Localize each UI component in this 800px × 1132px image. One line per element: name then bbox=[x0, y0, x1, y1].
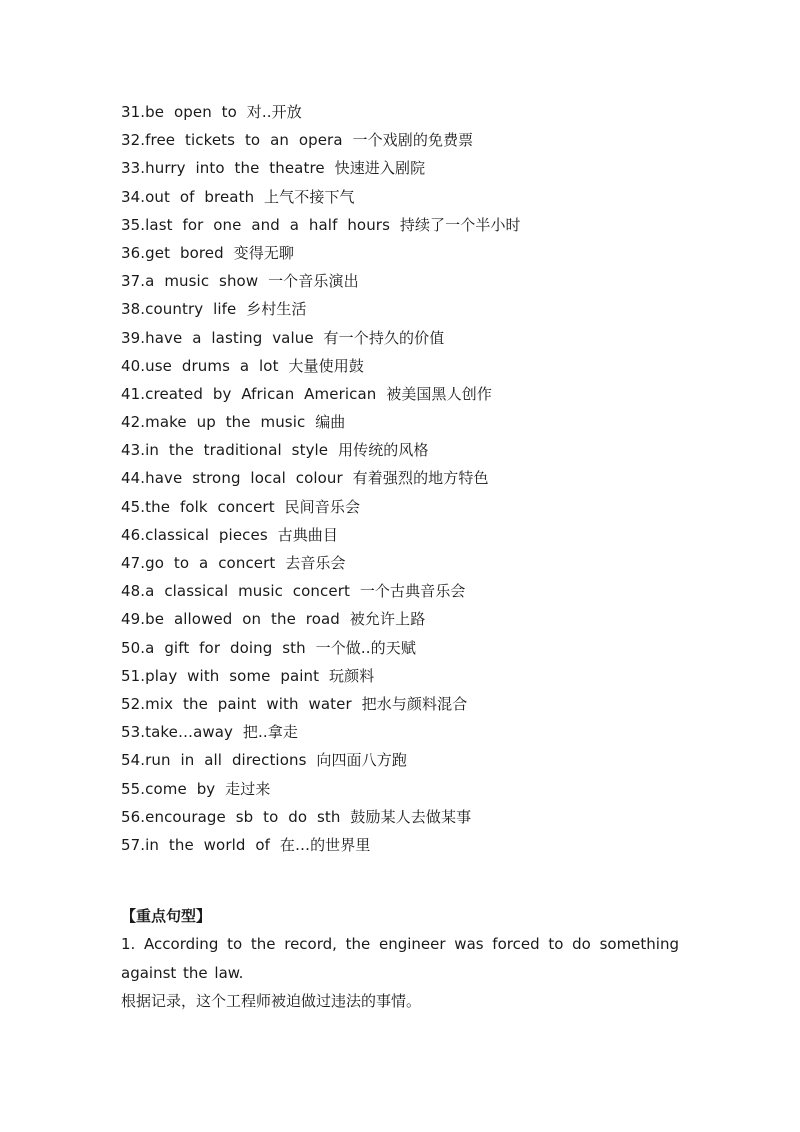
list-item: 33.hurry into the theatre 快速进入剧院 bbox=[121, 159, 426, 178]
section-heading: 【重点句型】 bbox=[121, 907, 212, 925]
list-item: 50.a gift for doing sth 一个做..的天赋 bbox=[121, 638, 416, 657]
list-item: 55.come by 走过来 bbox=[121, 779, 271, 798]
list-item: 39.have a lasting value 有一个持久的价值 bbox=[121, 328, 445, 347]
list-item: 46.classical pieces 古典曲目 bbox=[121, 525, 339, 544]
list-item: 37.a music show 一个音乐演出 bbox=[121, 272, 359, 291]
sentence-translation: 根据记录，这个工程师被迫做过违法的事情。 bbox=[121, 992, 422, 1010]
list-item: 44.have strong local colour 有着强烈的地方特色 bbox=[121, 469, 489, 488]
list-item: 51.play with some paint 玩颜料 bbox=[121, 666, 375, 685]
list-item: 49.be allowed on the road 被允许上路 bbox=[121, 610, 426, 629]
list-item: 38.country life 乡村生活 bbox=[121, 300, 307, 319]
list-item: 53.take…away 把..拿走 bbox=[121, 723, 298, 742]
list-item: 48.a classical music concert 一个古典音乐会 bbox=[121, 582, 466, 601]
list-item: 45.the folk concert 民间音乐会 bbox=[121, 497, 361, 516]
sentence-english: 1. According to the record, the engineer was forced to do something against the law. bbox=[121, 935, 679, 982]
list-item: 31.be open to 对..开放 bbox=[121, 103, 302, 121]
list-item: 36.get bored 变得无聊 bbox=[121, 243, 295, 262]
list-item: 41.created by African American 被美国黑人创作 bbox=[121, 384, 492, 403]
list-item: 56.encourage sb to do sth 鼓励某人去做某事 bbox=[121, 807, 472, 826]
list-item: 57.in the world of 在…的世界里 bbox=[121, 835, 371, 854]
list-item: 43.in the traditional style 用传统的风格 bbox=[121, 441, 429, 460]
list-item: 52.mix the paint with water 把水与颜料混合 bbox=[121, 694, 468, 713]
list-item: 47.go to a concert 去音乐会 bbox=[121, 554, 346, 572]
list-item: 40.use drums a lot 大量使用鼓 bbox=[121, 356, 364, 375]
list-item: 34.out of breath 上气不接下气 bbox=[121, 187, 355, 206]
list-item: 32.free tickets to an opera 一个戏剧的免费票 bbox=[121, 131, 474, 150]
list-item: 54.run in all directions 向四面八方跑 bbox=[121, 751, 407, 770]
phrase-list bbox=[121, 98, 721, 859]
list-item: 35.last for one and a half hours 持续了一个半小时 bbox=[121, 215, 521, 234]
list-item: 42.make up the music 编曲 bbox=[121, 413, 346, 432]
